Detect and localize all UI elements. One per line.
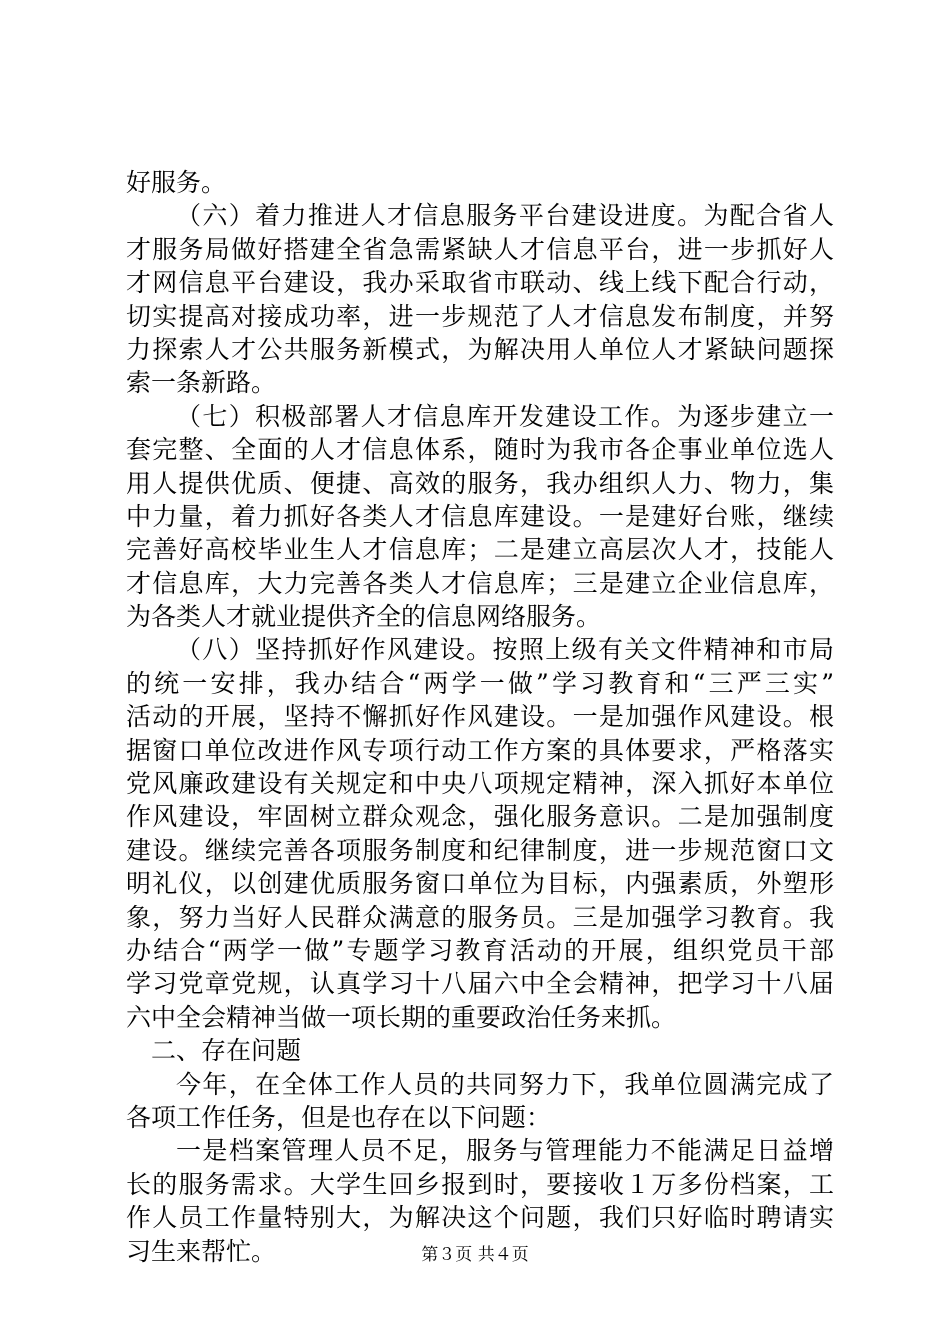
text-line: 六中全会精神当做一项长期的重要政治任务来抓。 (126, 1002, 677, 1032)
text-line: 习生来帮忙。 (126, 1236, 277, 1266)
text-line: 作人员工作量特别大，为解决这个问题，我们只好临时聘请实 (126, 1203, 834, 1233)
text-line: 好服务。 (126, 168, 227, 197)
text-line: 一是档案管理人员不足，服务与管理能力不能满足日益增 (176, 1136, 834, 1166)
text-line: 才服务局做好搭建全省急需紧缺人才信息平台，进一步抓好人 (126, 234, 834, 264)
text-line: 切实提高对接成功率，进一步规范了人才信息发布制度，并努 (126, 301, 834, 331)
text-line: 活动的开展，坚持不懈抓好作风建设。一是加强作风建设。根 (126, 702, 834, 732)
text-line: 党风廉政建设有关规定和中央八项规定精神，深入抓好本单位 (126, 769, 834, 799)
text-line: 象，努力当好人民群众满意的服务员。三是加强学习教育。我 (126, 902, 834, 932)
text-line: 才网信息平台建设，我办采取省市联动、线上线下配合行动， (126, 268, 834, 298)
text-line: 建设。继续完善各项服务制度和纪律制度，进一步规范窗口文 (126, 835, 834, 865)
text-line: 办结合“两学一做”专题学习教育活动的开展，组织党员干部 (126, 935, 834, 965)
page-footer: 第３页 共４页 (421, 1245, 529, 1265)
text-line: 明礼仪，以创建优质服务窗口单位为目标，内强素质，外塑形 (126, 869, 834, 899)
text-line: 中力量，着力抓好各类人才信息库建设。一是建好台账，继续 (126, 501, 834, 531)
text-line: 索一条新路。 (126, 368, 277, 398)
text-line: 各项工作任务，但是也存在以下问题： (126, 1102, 552, 1132)
text-line: 为各类人才就业提供齐全的信息网络服务。 (126, 602, 602, 632)
text-line: 用人提供优质、便捷、高效的服务，我办组织人力、物力，集 (126, 468, 834, 498)
text-line: （七）积极部署人才信息库开发建设工作。为逐步建立一 (176, 401, 834, 431)
text-line: （六）着力推进人才信息服务平台建设进度。为配合省人 (176, 201, 834, 231)
text-line: 长的服务需求。大学生回乡报到时，要接收１万多份档案，工 (126, 1169, 834, 1199)
text-line: 的统一安排，我办结合“两学一做”学习教育和“三严三实” (126, 668, 834, 698)
document-body (126, 166, 834, 1268)
text-line: （八）坚持抓好作风建设。按照上级有关文件精神和市局 (176, 635, 834, 665)
text-line: 学习党章党规，认真学习十八届六中全会精神，把学习十八届 (126, 969, 834, 999)
text-line: 完善好高校毕业生人才信息库；二是建立高层次人才，技能人 (126, 535, 834, 565)
text-line: 作风建设，牢固树立群众观念，强化服务意识。二是加强制度 (126, 802, 834, 832)
text-line: 二、存在问题 (151, 1036, 302, 1066)
text-line: 力探索人才公共服务新模式，为解决用人单位人才紧缺问题探 (126, 334, 834, 364)
text-line: 今年，在全体工作人员的共同努力下，我单位圆满完成了 (176, 1069, 834, 1099)
text-line: 套完整、全面的人才信息体系，随时为我市各企事业单位选人 (126, 435, 834, 465)
text-line: 据窗口单位改进作风专项行动工作方案的具体要求，严格落实 (126, 735, 834, 765)
text-line: 才信息库，大力完善各类人才信息库；三是建立企业信息库， (126, 568, 834, 598)
